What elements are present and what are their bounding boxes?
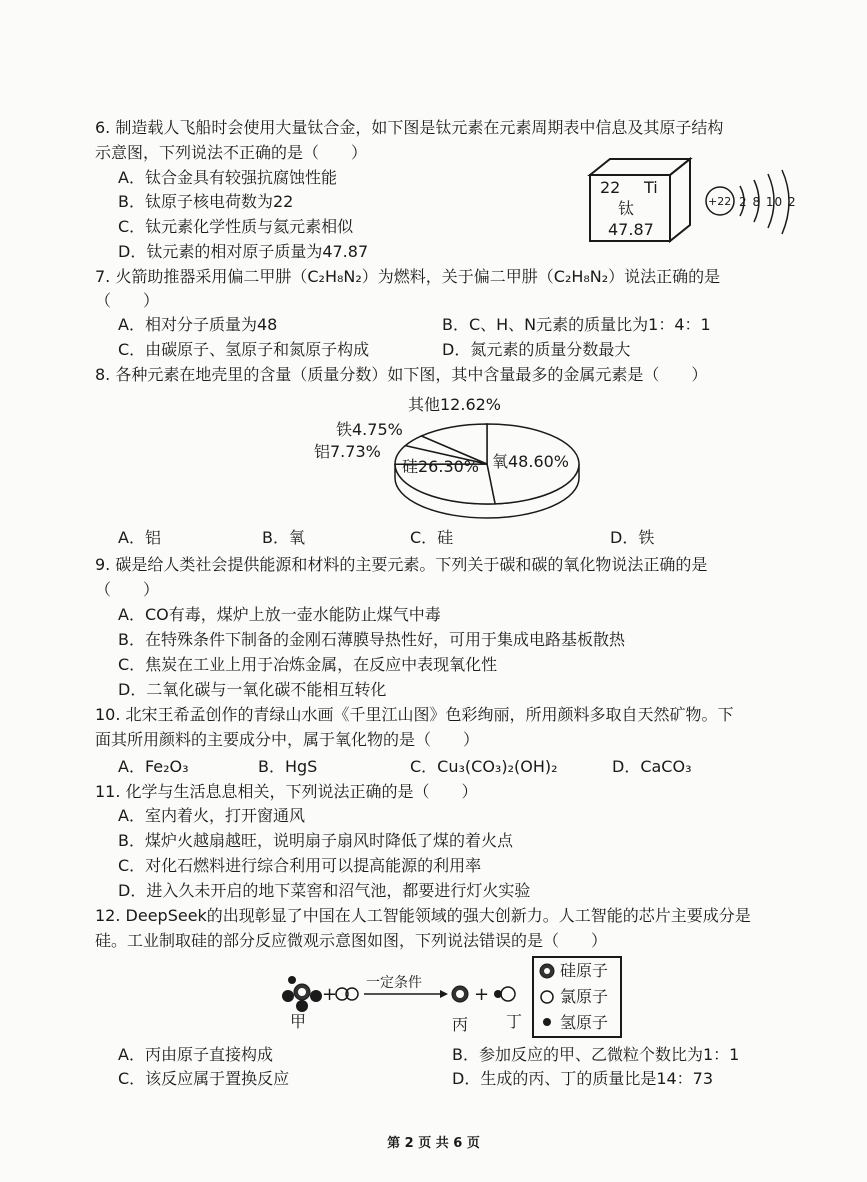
q9-option-d: D．二氧化碳与一氧化碳不能相互转化 bbox=[118, 680, 387, 699]
q10-option-d: D．CaCO₃ bbox=[612, 757, 692, 776]
q10-option-c: C．Cu₃(CO₃)₂(OH)₂ bbox=[410, 757, 558, 776]
q11-option-a: A．室内着火，打开窗通风 bbox=[118, 806, 305, 825]
q11-option-d: D．进入久未开启的地下菜窖和沼气池，都要进行灯火实验 bbox=[118, 881, 531, 900]
q10-stem-line2: 面其所用颜料的主要成分中，属于氧化物的是（ ） bbox=[95, 730, 480, 749]
q7-stem-line1: 7. 火箭助推器采用偏二甲肼（C₂H₈N₂）为燃料，关于偏二甲肼（C₂H₈N₂）说法正确的是 bbox=[95, 267, 721, 286]
reaction-condition: 一定条件 bbox=[366, 975, 422, 991]
q6-option-a: A．钛合金具有较强抗腐蚀性能 bbox=[118, 168, 337, 187]
q7-option-d: D．氮元素的质量分数最大 bbox=[442, 340, 631, 359]
q6-option-d: D．钛元素的相对原子质量为47.87 bbox=[118, 242, 369, 261]
chlorine-atom-icon bbox=[541, 991, 553, 1003]
label-ding: 丁 bbox=[506, 1012, 523, 1031]
label-bing: 丙 bbox=[452, 1015, 469, 1034]
cell-symbol: Ti bbox=[644, 178, 658, 197]
molecule-ding bbox=[494, 987, 515, 1001]
svg-text:+: + bbox=[474, 984, 490, 1005]
q9-option-c: C．焦炭在工业上用于冶炼金属，在反应中表现氧化性 bbox=[118, 655, 498, 674]
q10-option-b: B．HgS bbox=[258, 757, 318, 776]
q7-option-a: A．相对分子质量为48 bbox=[118, 315, 278, 334]
pie-label-iron: 铁4.75% bbox=[336, 420, 403, 439]
legend-chlorine: 氯原子 bbox=[560, 987, 609, 1006]
q7-option-c: C．由碳原子、氢原子和氮原子构成 bbox=[118, 340, 370, 359]
reaction-diagram bbox=[280, 960, 540, 1035]
svg-text:+: + bbox=[322, 984, 338, 1005]
q6-option-b: B．钛原子核电荷数为22 bbox=[118, 192, 294, 211]
q9-option-a: A．CO有毒，煤炉上放一壶水能防止煤气中毒 bbox=[118, 605, 441, 624]
q11-option-c: C．对化石燃料进行综合利用可以提高能源的利用率 bbox=[118, 856, 482, 875]
q6-option-c: C．钛元素化学性质与氦元素相似 bbox=[118, 217, 354, 236]
cell-atomic-number: 22 bbox=[600, 178, 621, 197]
legend-hydrogen: 氢原子 bbox=[560, 1013, 609, 1032]
q8-option-c: C．硅 bbox=[410, 528, 454, 547]
q8-option-b: B．氧 bbox=[262, 528, 305, 547]
q6-stem-line1: 6. 制造载人飞船时会使用大量钛合金，如下图是钛元素在元素周期表中信息及其原子结构 bbox=[95, 118, 724, 137]
atom-nucleus: +22 bbox=[708, 195, 732, 208]
pie-label-other: 其他12.62% bbox=[408, 395, 502, 414]
q8-option-d: D．铁 bbox=[610, 528, 655, 547]
legend-icons bbox=[538, 962, 558, 1034]
q10-stem-line1: 10. 北宋王希孟创作的青绿山水画《千里江山图》色彩绚丽，所用颜料多取自天然矿物。下 bbox=[95, 705, 734, 724]
cell-mass: 47.87 bbox=[608, 220, 654, 239]
q8-stem: 8. 各种元素在地壳里的含量（质量分数）如下图，其中含量最多的金属元素是（ ） bbox=[95, 365, 708, 384]
q12-stem-line2: 硅。工业制取硅的部分反应微观示意图如图，下列说法错误的是（ ） bbox=[95, 931, 608, 950]
q9-stem-line1: 9. 碳是给人类社会提供能源和材料的主要元素。下列关于碳和碳的氧化物说法正确的是 bbox=[95, 555, 708, 574]
q8-option-a: A．铝 bbox=[118, 528, 161, 547]
pie-label-silicon: 硅26.30% bbox=[402, 457, 480, 476]
q12-option-a: A．丙由原子直接构成 bbox=[118, 1045, 273, 1064]
pie-label-aluminium: 铝7.73% bbox=[314, 442, 381, 461]
q11-option-b: B．煤炉火越扇越旺，说明扇子扇风时降低了煤的着火点 bbox=[118, 831, 513, 850]
q12-option-b: B．参加反应的甲、乙微粒个数比为1：1 bbox=[452, 1045, 740, 1064]
legend-silicon: 硅原子 bbox=[560, 961, 609, 980]
molecule-yi bbox=[336, 988, 358, 1000]
pie-label-oxygen: 氧48.60% bbox=[492, 452, 570, 471]
page-footer: 第 2 页 共 6 页 bbox=[387, 1136, 480, 1151]
label-jia: 甲 bbox=[290, 1012, 307, 1031]
q9-option-b: B．在特殊条件下制备的金刚石薄膜导热性好，可用于集成电路基板散热 bbox=[118, 630, 625, 649]
hydrogen-atom-icon bbox=[543, 1018, 551, 1026]
atom-shells: 2 8 10 2 bbox=[739, 195, 797, 209]
molecule-jia bbox=[282, 976, 322, 1012]
q12-stem-line1: 12. DeepSeek的出现彰显了中国在人工智能领域的强大创新力。人工智能的芯片主要成分是 bbox=[95, 906, 751, 925]
silicon-atom-icon bbox=[540, 964, 554, 978]
q10-option-a: A．Fe₂O₃ bbox=[118, 757, 189, 776]
q11-stem: 11. 化学与生活息息相关，下列说法正确的是（ ） bbox=[95, 782, 478, 801]
q6-stem-line2: 示意图，下列说法不正确的是（ ） bbox=[95, 143, 368, 162]
q7-option-b: B．C、H、N元素的质量比为1：4：1 bbox=[442, 315, 711, 334]
molecule-bing bbox=[452, 986, 468, 1002]
q7-stem-line2: （ ） bbox=[95, 291, 160, 310]
q12-option-d: D．生成的丙、丁的质量比是14：73 bbox=[452, 1069, 714, 1088]
cell-name: 钛 bbox=[618, 199, 635, 218]
q12-option-c: C．该反应属于置换反应 bbox=[118, 1069, 290, 1088]
q9-stem-line2: （ ） bbox=[95, 580, 160, 599]
